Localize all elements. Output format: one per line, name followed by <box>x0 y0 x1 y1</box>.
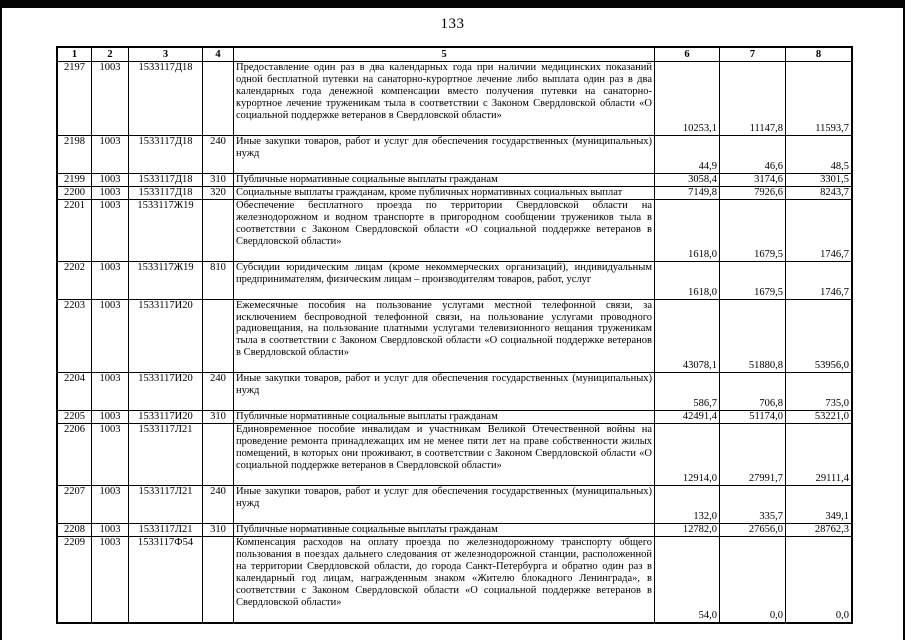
expense-type-cell <box>203 424 234 486</box>
page-number: 133 <box>440 16 465 32</box>
table-row <box>57 424 852 486</box>
line-number-cell: 2208 <box>57 524 92 537</box>
amount-col7-cell: 11147,8 <box>720 62 786 136</box>
expenditure-name-cell: Социальные выплаты гражданам, кроме публичных нормативных социальных выплат <box>234 186 655 199</box>
expense-type-cell: 240 <box>203 373 234 411</box>
expense-type-cell: 310 <box>203 411 234 424</box>
table-row <box>57 186 852 199</box>
amount-col8-cell: 53956,0 <box>786 299 853 373</box>
amount-col8-cell: 11593,7 <box>786 62 853 136</box>
expenditure-name-cell: Иные закупки товаров, работ и услуг для обеспечения государственных (муниципальных) нужд <box>234 373 655 411</box>
expense-type-cell <box>203 299 234 373</box>
column-header-7: 7 <box>720 47 786 62</box>
expenditure-name-cell: Иные закупки товаров, работ и услуг для обеспечения государственных (муниципальных) нужд <box>234 486 655 524</box>
amount-col6-cell: 10253,1 <box>655 62 720 136</box>
amount-col7-cell: 0,0 <box>720 537 786 623</box>
amount-col8-cell: 8243,7 <box>786 186 853 199</box>
amount-col7-cell: 335,7 <box>720 486 786 524</box>
amount-col6-cell: 12914,0 <box>655 424 720 486</box>
column-header-5: 5 <box>234 47 655 62</box>
expense-type-cell: 320 <box>203 186 234 199</box>
table-row <box>57 486 852 524</box>
amount-col8-cell: 28762,3 <box>786 524 853 537</box>
table-header-row <box>57 47 852 62</box>
amount-col8-cell: 0,0 <box>786 537 853 623</box>
expenditure-name-cell: Обеспечение бесплатного проезда по территории Свердловской области на железнодорожном и водном транспорте в пригородном сообщении тружеников тыла в соответствии с Законом Свердловской области «О социальной поддержке ветеранов в Свердловской области» <box>234 199 655 261</box>
amount-col8-cell: 3301,5 <box>786 173 853 186</box>
target-article-cell: 1533117Д18 <box>129 62 203 136</box>
section-subsection-cell: 1003 <box>92 173 129 186</box>
amount-col6-cell: 1618,0 <box>655 261 720 299</box>
expense-type-cell: 310 <box>203 524 234 537</box>
expense-type-cell <box>203 62 234 136</box>
section-subsection-cell: 1003 <box>92 486 129 524</box>
expenditure-name-cell: Компенсация расходов на оплату проезда по железнодорожному транспорту общего пользования в поездах дальнего следования от железнодорожной станции, расположенной на территории Свердловской области, до города Санкт-Петербурга и обратно один раз в календарный год лицам, награжденным знаком «Жителю блокадного Ленинграда», в соответствии с Законом Свердловской области «О социальной поддержке ветеранов в Свердловской области» <box>234 537 655 623</box>
budget-expenditure-table <box>56 46 853 624</box>
target-article-cell: 1533117И20 <box>129 299 203 373</box>
amount-col7-cell: 51880,8 <box>720 299 786 373</box>
amount-col6-cell: 132,0 <box>655 486 720 524</box>
target-article-cell: 1533117И20 <box>129 373 203 411</box>
column-header-1: 1 <box>57 47 92 62</box>
amount-col7-cell: 27656,0 <box>720 524 786 537</box>
amount-col7-cell: 1679,5 <box>720 199 786 261</box>
expenditure-name-cell: Предоставление один раз в два календарных года при наличии медицинских показаний одной бесплатной путевки на санаторно-курортное лечение либо выплата один раз в два календарных года денежной компенсации вместо получения путевки на санаторно-курортное лечение труженикам тыла в соответствии с Законом Свердловской области «О социальной поддержке ветеранов в Свердловской области» <box>234 62 655 136</box>
amount-col7-cell: 706,8 <box>720 373 786 411</box>
table-row <box>57 62 852 136</box>
target-article-cell: 1533117Д18 <box>129 186 203 199</box>
section-subsection-cell: 1003 <box>92 411 129 424</box>
column-header-3: 3 <box>129 47 203 62</box>
target-article-cell: 1533117Д18 <box>129 173 203 186</box>
section-subsection-cell: 1003 <box>92 62 129 136</box>
target-article-cell: 1533117Ж19 <box>129 199 203 261</box>
line-number-cell: 2207 <box>57 486 92 524</box>
line-number-cell: 2205 <box>57 411 92 424</box>
amount-col6-cell: 54,0 <box>655 537 720 623</box>
line-number-cell: 2199 <box>57 173 92 186</box>
amount-col6-cell: 12782,0 <box>655 524 720 537</box>
amount-col6-cell: 7149,8 <box>655 186 720 199</box>
amount-col8-cell: 29111,4 <box>786 424 853 486</box>
line-number-cell: 2201 <box>57 199 92 261</box>
expenditure-name-cell: Ежемесячные пособия на пользование услугами местной телефонной связи, за исключением беспроводной телефонной связи, на пользование услугами проводного радиовещания, на пользование платными услугами телевизионного вещания труженикам тыла в соответствии с Законом Свердловской области «О социальной поддержке ветеранов в Свердловской области» <box>234 299 655 373</box>
table-row <box>57 524 852 537</box>
amount-col8-cell: 349,1 <box>786 486 853 524</box>
amount-col7-cell: 3174,6 <box>720 173 786 186</box>
target-article-cell: 1533117И20 <box>129 411 203 424</box>
column-header-6: 6 <box>655 47 720 62</box>
amount-col6-cell: 3058,4 <box>655 173 720 186</box>
table-header <box>57 47 852 62</box>
amount-col8-cell: 53221,0 <box>786 411 853 424</box>
amount-col6-cell: 1618,0 <box>655 199 720 261</box>
expense-type-cell <box>203 537 234 623</box>
amount-col7-cell: 27991,7 <box>720 424 786 486</box>
expense-type-cell: 310 <box>203 173 234 186</box>
section-subsection-cell: 1003 <box>92 373 129 411</box>
section-subsection-cell: 1003 <box>92 424 129 486</box>
line-number-cell: 2200 <box>57 186 92 199</box>
section-subsection-cell: 1003 <box>92 537 129 623</box>
amount-col8-cell: 735,0 <box>786 373 853 411</box>
section-subsection-cell: 1003 <box>92 135 129 173</box>
line-number-cell: 2204 <box>57 373 92 411</box>
table-row <box>57 261 852 299</box>
expense-type-cell: 240 <box>203 135 234 173</box>
expense-type-cell: 240 <box>203 486 234 524</box>
amount-col7-cell: 1679,5 <box>720 261 786 299</box>
line-number-cell: 2198 <box>57 135 92 173</box>
table-row <box>57 173 852 186</box>
amount-col8-cell: 1746,7 <box>786 199 853 261</box>
line-number-cell: 2206 <box>57 424 92 486</box>
expenditure-name-cell: Иные закупки товаров, работ и услуг для обеспечения государственных (муниципальных) нужд <box>234 135 655 173</box>
expenditure-name-cell: Публичные нормативные социальные выплаты гражданам <box>234 173 655 186</box>
expense-type-cell <box>203 199 234 261</box>
section-subsection-cell: 1003 <box>92 186 129 199</box>
section-subsection-cell: 1003 <box>92 261 129 299</box>
column-header-4: 4 <box>203 47 234 62</box>
table-row <box>57 537 852 623</box>
line-number-cell: 2209 <box>57 537 92 623</box>
target-article-cell: 1533117Ф54 <box>129 537 203 623</box>
line-number-cell: 2202 <box>57 261 92 299</box>
target-article-cell: 1533117Д18 <box>129 135 203 173</box>
amount-col6-cell: 586,7 <box>655 373 720 411</box>
line-number-cell: 2197 <box>57 62 92 136</box>
table-row <box>57 199 852 261</box>
column-header-8: 8 <box>786 47 853 62</box>
amount-col7-cell: 46,6 <box>720 135 786 173</box>
table-row <box>57 135 852 173</box>
amount-col6-cell: 43078,1 <box>655 299 720 373</box>
amount-col6-cell: 44,9 <box>655 135 720 173</box>
section-subsection-cell: 1003 <box>92 299 129 373</box>
target-article-cell: 1533117Л21 <box>129 486 203 524</box>
section-subsection-cell: 1003 <box>92 199 129 261</box>
scan-top-edge <box>0 0 905 8</box>
table-row <box>57 299 852 373</box>
amount-col8-cell: 1746,7 <box>786 261 853 299</box>
target-article-cell: 1533117Л21 <box>129 524 203 537</box>
expenditure-name-cell: Публичные нормативные социальные выплаты гражданам <box>234 524 655 537</box>
target-article-cell: 1533117Ж19 <box>129 261 203 299</box>
amount-col7-cell: 7926,6 <box>720 186 786 199</box>
expense-type-cell: 810 <box>203 261 234 299</box>
amount-col7-cell: 51174,0 <box>720 411 786 424</box>
column-header-2: 2 <box>92 47 129 62</box>
amount-col6-cell: 42491,4 <box>655 411 720 424</box>
section-subsection-cell: 1003 <box>92 524 129 537</box>
expenditure-name-cell: Единовременное пособие инвалидам и участникам Великой Отечественной войны на проведение ремонта принадлежащих им не менее пяти лет на праве собственности жилых помещений, в которых они проживают, в соответствии с Законом Свердловской области «О социальной поддержке ветеранов в Свердловской области» <box>234 424 655 486</box>
expenditure-name-cell: Публичные нормативные социальные выплаты гражданам <box>234 411 655 424</box>
table-body <box>57 62 852 623</box>
scan-left-edge <box>0 0 2 640</box>
table-row <box>57 411 852 424</box>
target-article-cell: 1533117Л21 <box>129 424 203 486</box>
table-row <box>57 373 852 411</box>
line-number-cell: 2203 <box>57 299 92 373</box>
expenditure-name-cell: Субсидии юридическим лицам (кроме некоммерческих организаций), индивидуальным предпринимателям, физическим лицам – производителям товаров, работ, услуг <box>234 261 655 299</box>
amount-col8-cell: 48,5 <box>786 135 853 173</box>
